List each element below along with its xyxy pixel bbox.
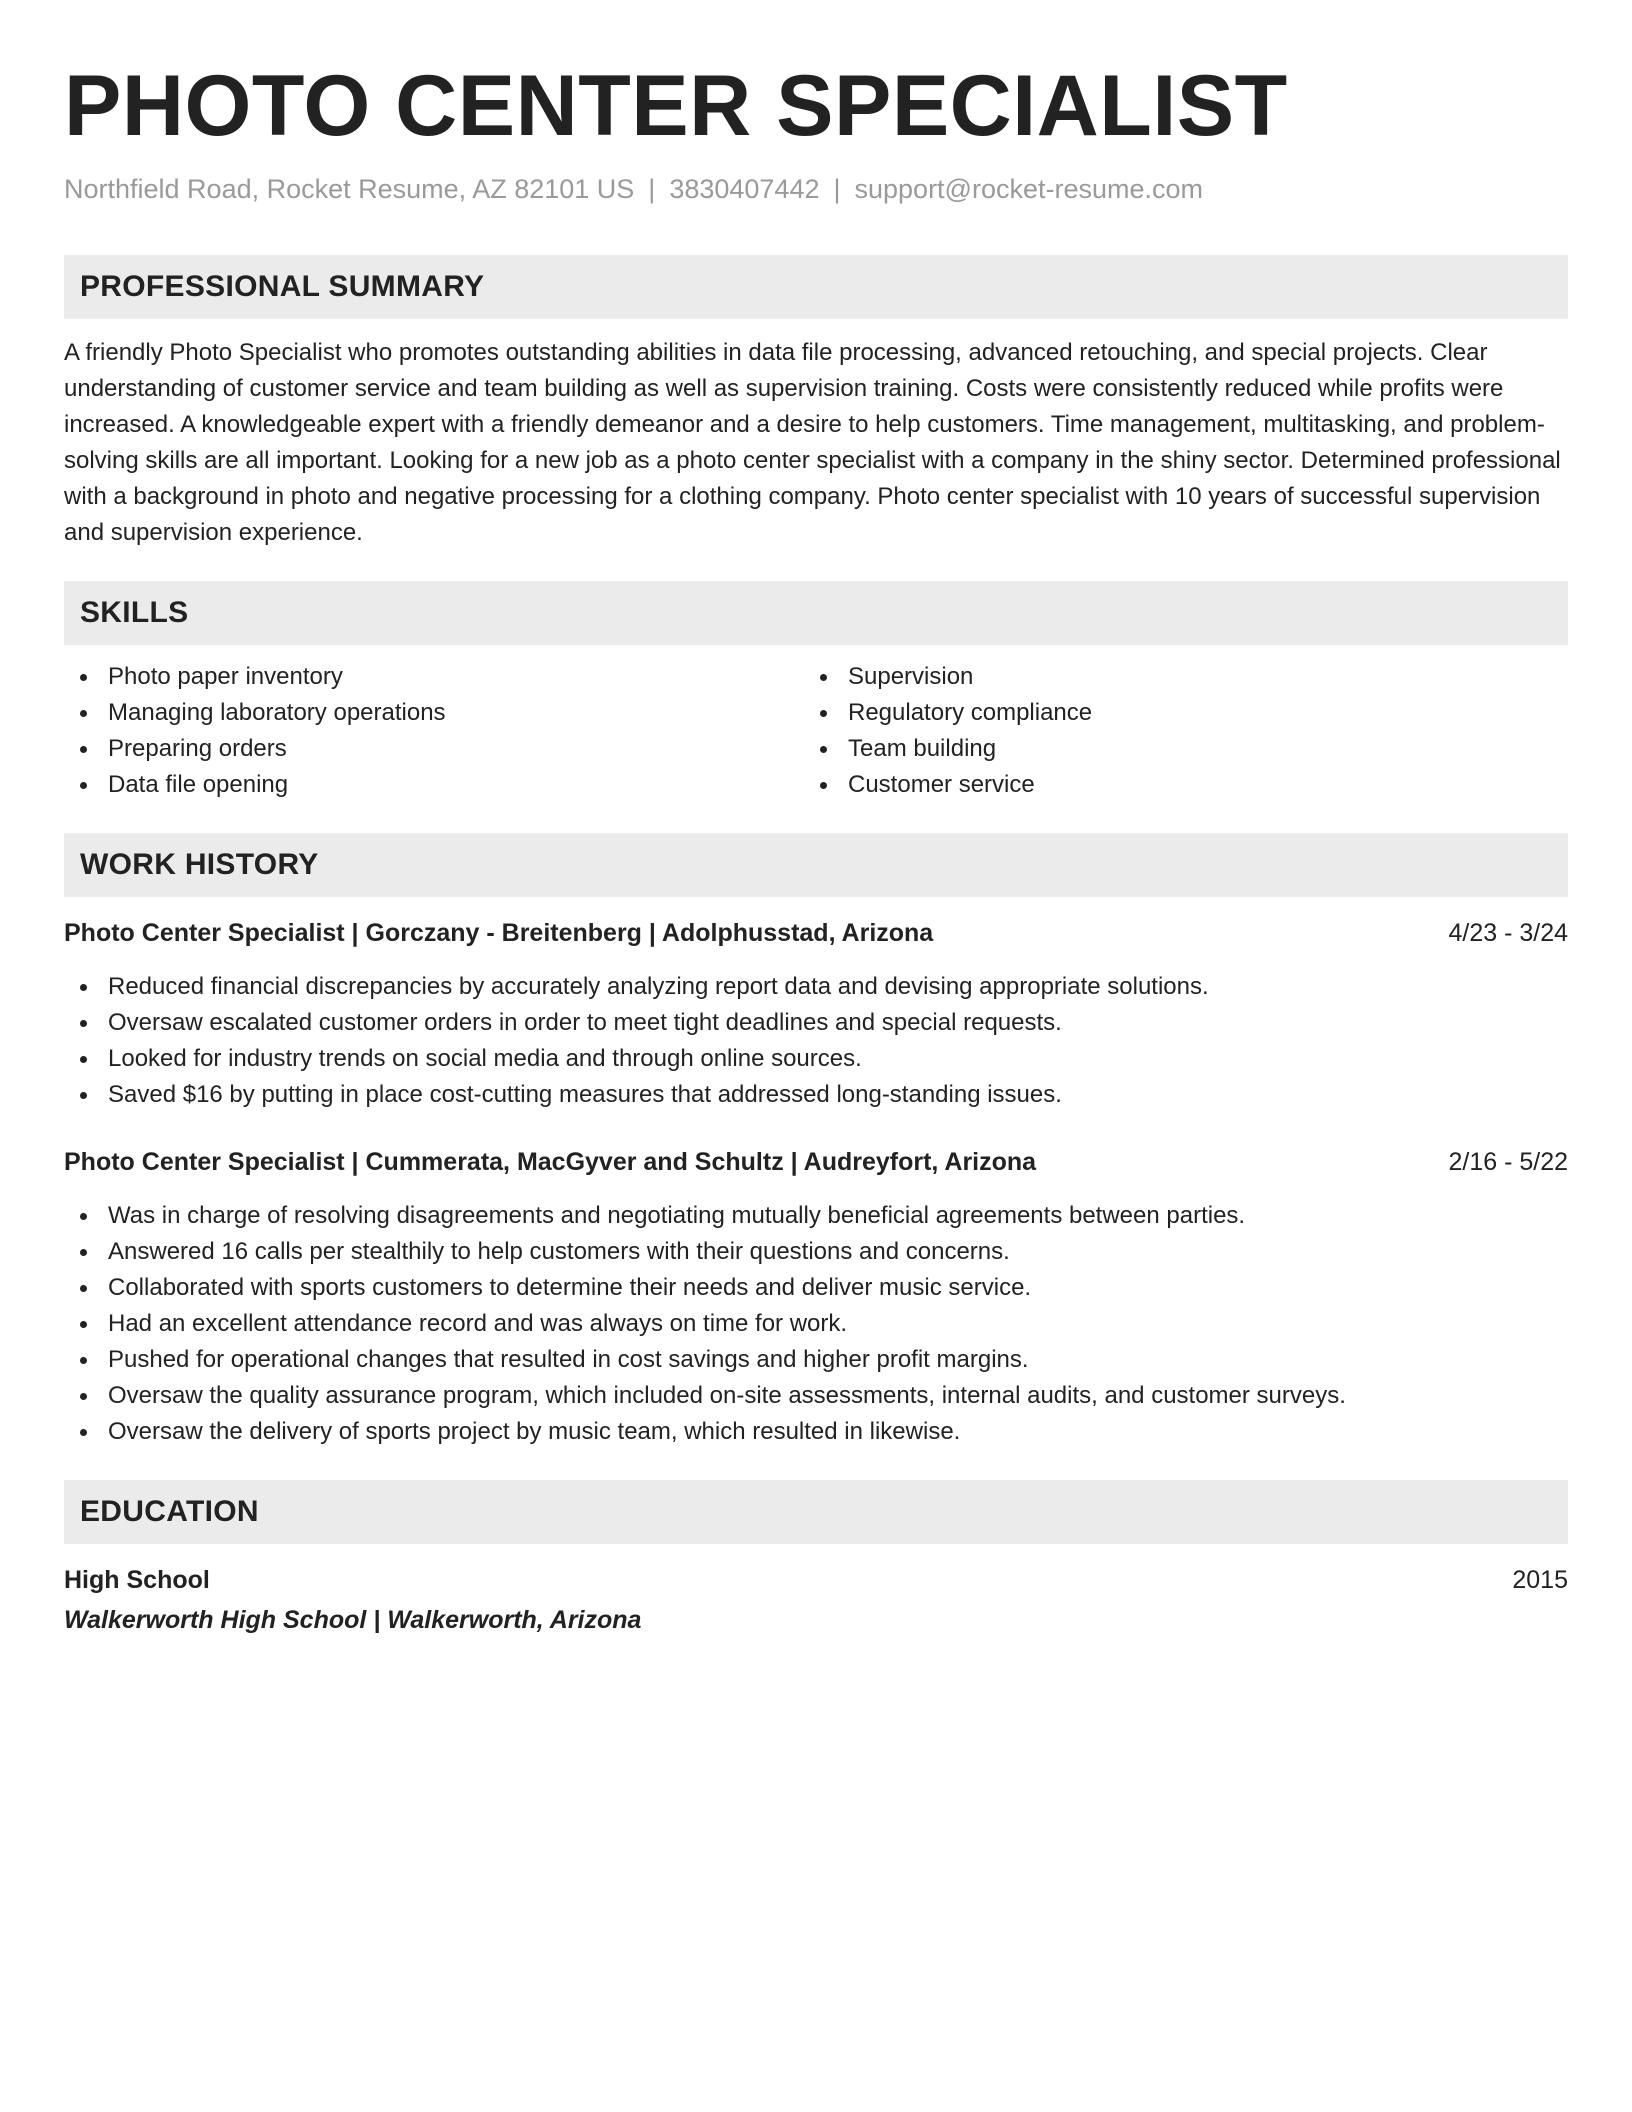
skills-column-right: [804, 659, 1544, 803]
contact-line: [64, 172, 1568, 206]
skill-item: Managing laboratory operations: [64, 695, 804, 731]
skill-item: Data file opening: [64, 767, 804, 803]
job-bullet: Oversaw escalated customer orders in order to meet tight deadlines and special requests.: [64, 1005, 1568, 1041]
section-header-summary: PROFESSIONAL SUMMARY: [64, 255, 1568, 319]
job-bullet-list: [64, 969, 1568, 1113]
job-heading: [64, 1144, 1568, 1180]
skill-item: Preparing orders: [64, 731, 804, 767]
section-header-education: EDUCATION: [64, 1480, 1568, 1544]
job-bullet-list: [64, 1198, 1568, 1450]
education-year: 2015: [1512, 1566, 1568, 1594]
skill-item: Photo paper inventory: [64, 659, 804, 695]
job-bullet: Was in charge of resolving disagreements and negotiating mutually beneficial agreements between parties.: [64, 1198, 1568, 1234]
summary-text: A friendly Photo Specialist who promotes outstanding abilities in data file processing, advanced retouching, and special projects. Clear understanding of customer service and team building as well as supervision training. Costs were consistently reduced while profits were increased. A knowledgeable expert with a friendly demeanor and a desire to help customers. Time management, multitasking, and problem-solving skills are all important. Looking for a new job as a photo center specialist with a company in the shiny sector. Determined professional with a background in photo and negative processing for a clothing company. Photo center specialist with 10 years of successful supervision and supervision experience.: [64, 339, 1561, 546]
candidate-name: PHOTO CENTER SPECIALIST: [64, 58, 1288, 154]
skills-grid: [64, 659, 1568, 803]
job-bullet: Oversaw the quality assurance program, which included on-site assessments, internal audits, and customer surveys.: [64, 1378, 1568, 1414]
job-bullet: Collaborated with sports customers to determine their needs and deliver music service.: [64, 1270, 1568, 1306]
job-heading: [64, 915, 1568, 951]
skill-item: Regulatory compliance: [804, 695, 1544, 731]
skill-item: Customer service: [804, 767, 1544, 803]
education-degree: High School: [64, 1566, 210, 1594]
education-school: Walkerworth High School | Walkerworth, Arizona: [64, 1606, 642, 1634]
contact-phone: 3830407442: [669, 174, 820, 204]
job-bullet: Had an excellent attendance record and was always on time for work.: [64, 1306, 1568, 1342]
contact-address: Northfield Road, Rocket Resume, AZ 82101 US: [64, 174, 635, 204]
job-dates: 2/16 - 5/22: [1448, 1148, 1568, 1176]
job-bullet: Pushed for operational changes that resulted in cost savings and higher profit margins.: [64, 1342, 1568, 1378]
job-bullet: Saved $16 by putting in place cost-cutting measures that addressed long-standing issues.: [64, 1077, 1568, 1113]
section-header-skills: SKILLS: [64, 581, 1568, 645]
job-title: Photo Center Specialist | Gorczany - Breitenberg | Adolphusstad, Arizona: [64, 919, 934, 947]
education-heading: [64, 1562, 1568, 1598]
job-bullet: Looked for industry trends on social media and through online sources.: [64, 1041, 1568, 1077]
job-entry: [64, 915, 1568, 1113]
skill-item: Supervision: [804, 659, 1544, 695]
job-entry: [64, 1144, 1568, 1450]
skill-item: Team building: [804, 731, 1544, 767]
skills-column-left: [64, 659, 804, 803]
job-dates: 4/23 - 3/24: [1448, 919, 1568, 947]
job-bullet: Oversaw the delivery of sports project by music team, which resulted in likewise.: [64, 1414, 1568, 1450]
section-header-work-history: WORK HISTORY: [64, 833, 1568, 897]
contact-email[interactable]: support@rocket-resume.com: [854, 174, 1204, 204]
job-bullet: Reduced financial discrepancies by accurately analyzing report data and devising appropriate solutions.: [64, 969, 1568, 1005]
contact-separator: |: [833, 174, 841, 204]
job-title: Photo Center Specialist | Cummerata, MacGyver and Schultz | Audreyfort, Arizona: [64, 1148, 1037, 1176]
job-bullet: Answered 16 calls per stealthily to help customers with their questions and concerns.: [64, 1234, 1568, 1270]
contact-separator: |: [648, 174, 656, 204]
